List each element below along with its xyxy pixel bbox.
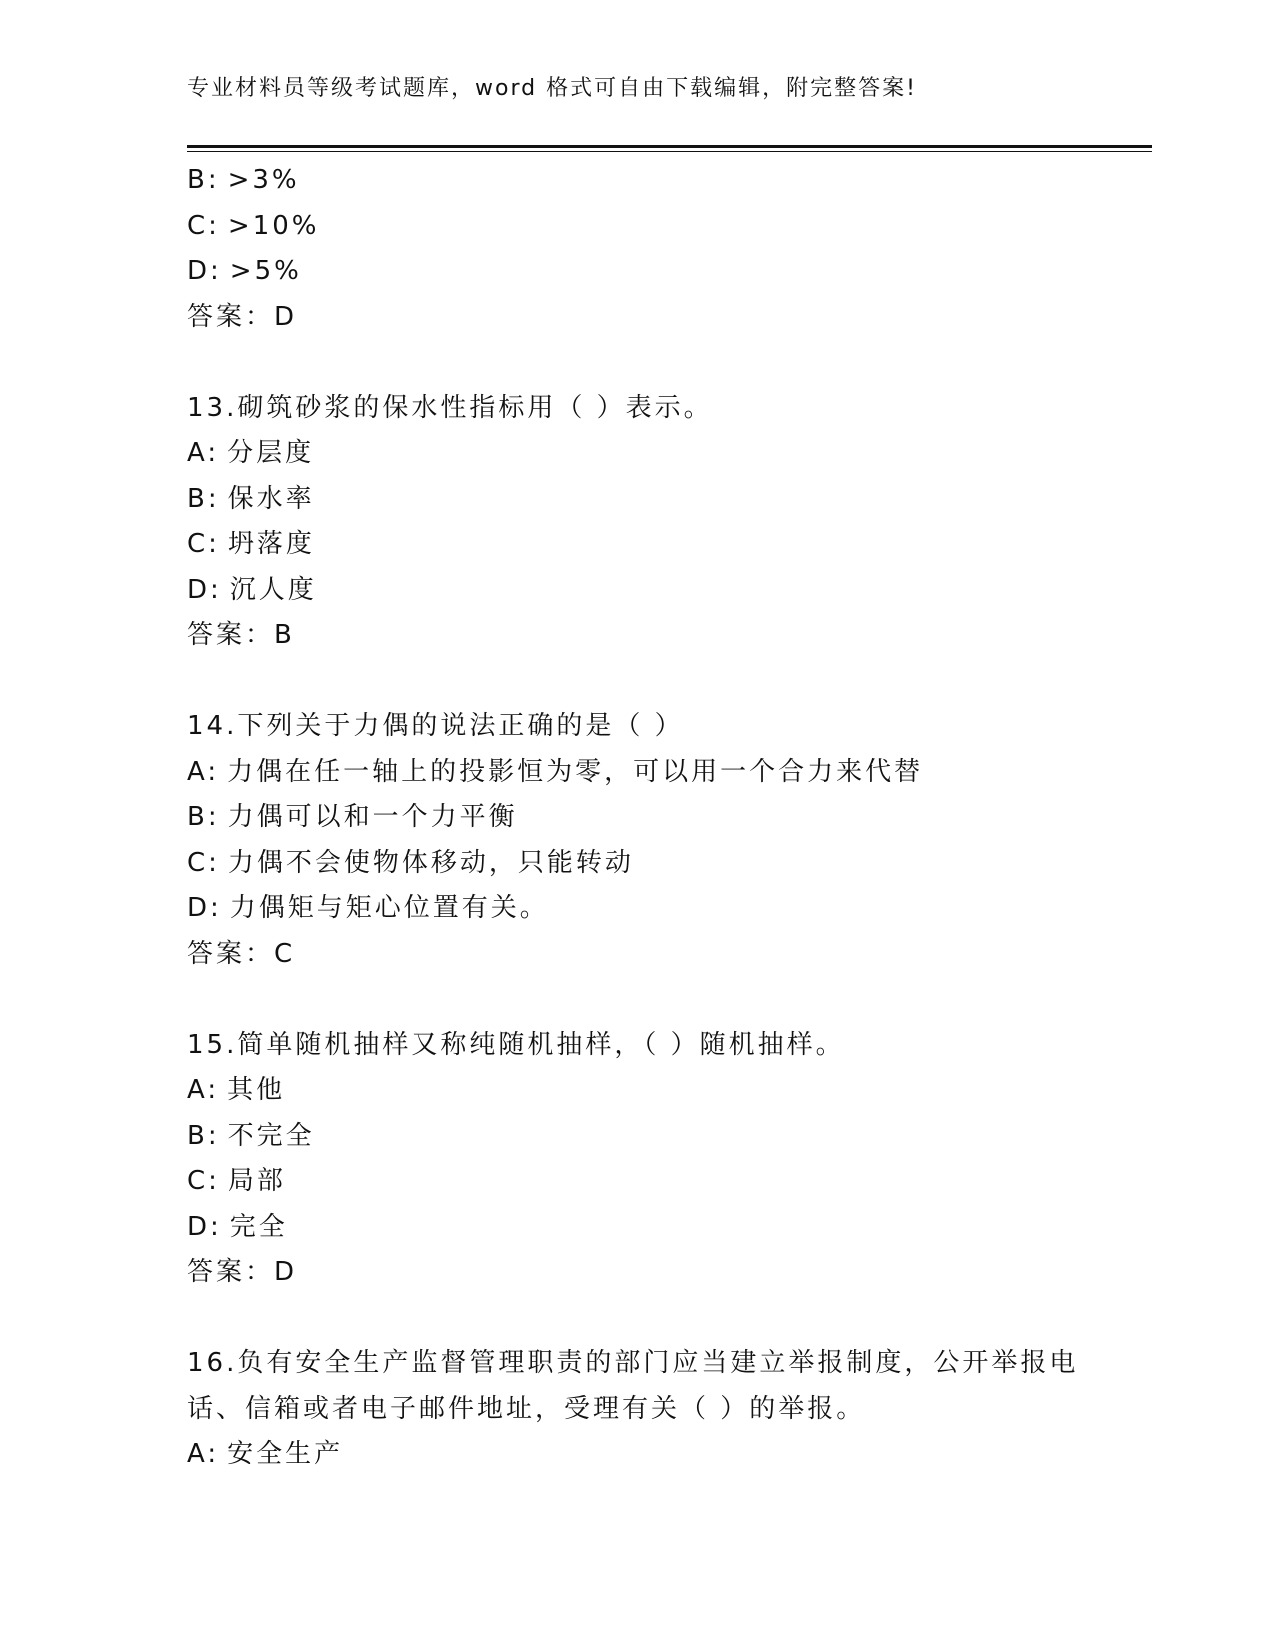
header-rule-thick	[187, 145, 1152, 148]
option-d: D: 沉人度	[187, 574, 317, 605]
option-b: B: 不完全	[187, 1120, 315, 1151]
question-15	[187, 1023, 1087, 1296]
header-rule-thin	[187, 151, 1152, 152]
answer: 答案：B	[187, 620, 295, 650]
option-b: B: 力偶可以和一个力平衡	[187, 802, 518, 832]
option-b: B: 保水率	[187, 483, 315, 514]
option-d: D: 力偶矩与矩心位置有关。	[187, 893, 549, 923]
answer: 答案：D	[187, 301, 298, 332]
question-14	[187, 704, 1087, 977]
option-c: C: 局部	[187, 1166, 286, 1196]
option-a: A: 其他	[187, 1075, 286, 1105]
exam-content	[187, 158, 1087, 1478]
page-header: 专业材料员等级考试题库，word 格式可自由下载编辑，附完整答案!	[187, 76, 917, 101]
option-b: B: >3%	[187, 165, 300, 195]
question-stem: 14.下列关于力偶的说法正确的是（ ）	[187, 711, 684, 741]
question-13	[187, 386, 1087, 659]
question-stem-line-2: 话、信箱或者电子邮件地址，受理有关（ ）的举报。	[187, 1393, 866, 1424]
answer: 答案：D	[187, 1257, 298, 1287]
option-d: D: 完全	[187, 1211, 288, 1242]
question-fragment	[187, 158, 1087, 340]
option-a: A: 分层度	[187, 438, 315, 468]
question-stem: 13.砌筑砂浆的保水性指标用（ ）表示。	[187, 392, 713, 423]
question-stem: 15.简单随机抽样又称纯随机抽样，（ ）随机抽样。	[187, 1029, 845, 1060]
option-a: A: 力偶在任一轴上的投影恒为零，可以用一个合力来代替	[187, 756, 924, 787]
question-stem-line-1: 16.负有安全生产监督管理职责的部门应当建立举报制度，公开举报电	[187, 1348, 1079, 1378]
option-c: C: >10%	[187, 210, 320, 241]
question-16	[187, 1341, 1087, 1478]
option-c: C: 力偶不会使物体移动，只能转动	[187, 847, 634, 878]
option-c: C: 坍落度	[187, 529, 315, 559]
option-a: A: 安全生产	[187, 1439, 344, 1469]
answer: 答案：C	[187, 938, 296, 969]
option-d: D: >5%	[187, 256, 302, 286]
